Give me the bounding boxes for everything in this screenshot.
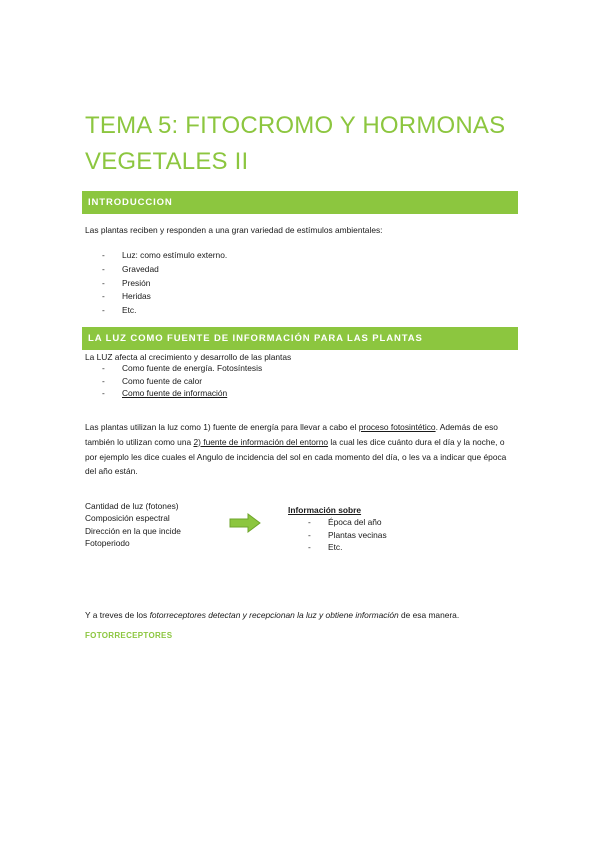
paragraph-underlined-text: 2) fuente de información del entorno [193, 436, 329, 447]
list-item-text: Plantas vecinas [328, 529, 387, 540]
list-item-text: Como fuente de información [122, 388, 228, 398]
list-marker: - [102, 291, 105, 302]
list-item [308, 516, 387, 529]
list-item-text: Como fuente de calor [122, 375, 203, 386]
paragraph-italic-text: fotorreceptores detectan y recepcionan la luz y obtiene información [149, 610, 399, 620]
list-item-text: Etc. [328, 542, 343, 552]
list-item-text: Luz: como estímulo externo. [122, 250, 228, 260]
list-item: Composición espectral [85, 513, 170, 524]
list-item: Fotoperiodo [85, 538, 130, 549]
list-item-text: Como fuente de energía. Fotosíntesis [122, 363, 263, 373]
intro-paragraph: Las plantas reciben y responden a una gran variedad de estímulos ambientales: [85, 225, 383, 235]
list-item-text: Época del año [328, 517, 382, 527]
list-item [102, 249, 227, 263]
list-item-text: Gravedad [122, 263, 159, 274]
right-arrow-icon [229, 513, 261, 533]
subheading-fotorreceptores: FOTORRECEPTORES [85, 631, 173, 640]
list-item [102, 387, 262, 400]
section-heading-introduccion: INTRODUCCION [82, 191, 518, 214]
light-properties-list [85, 500, 225, 550]
list-item-text: Etc. [122, 305, 137, 316]
info-list [308, 516, 387, 554]
list-item: Cantidad de luz (fotones) [85, 501, 179, 511]
paragraph-underlined-text: proceso fotosintético [358, 422, 436, 432]
paragraph-text: Y a treves de los [85, 610, 150, 620]
list-item [102, 375, 262, 388]
list-item [102, 362, 262, 375]
paragraph-text: Las plantas utilizan la luz como 1) fuente de energía para llevar a cabo el [85, 422, 359, 432]
closing-paragraph [85, 609, 525, 622]
luz-intro: La LUZ afecta al crecimiento y desarrollo de las plantas [85, 352, 292, 362]
list-marker: - [102, 263, 105, 274]
list-item [308, 541, 387, 554]
luz-uses-list [102, 362, 262, 400]
list-marker: - [308, 529, 311, 540]
list-marker: - [308, 542, 311, 552]
paragraph-text: . Además de eso también lo utilizan como una [85, 422, 498, 447]
list-marker: - [102, 388, 105, 398]
list-item [102, 290, 227, 304]
document-title: TEMA 5: FITOCROMO Y HORMONAS VEGETALES II [85, 112, 506, 175]
list-marker: - [308, 517, 311, 527]
paragraph-text: de esa manera. [398, 610, 460, 620]
list-item: Dirección en la que incide [85, 525, 181, 536]
list-marker: - [102, 363, 105, 373]
list-marker: - [102, 375, 105, 386]
section-heading-luz: LA LUZ COMO FUENTE DE INFORMACIÓN PARA LAS PLANTAS [82, 327, 518, 350]
list-item [102, 304, 227, 318]
list-marker: - [102, 305, 105, 316]
luz-paragraph [85, 420, 515, 479]
paragraph-text: la cual les dice cuánto dura el día y la noche, o por ejemplo les dice cuales el Angulo de incidencia del sol en cada momento del día, o les va a indicar que época del año están. [85, 436, 507, 477]
list-item-text: Heridas [122, 291, 151, 302]
list-marker: - [102, 277, 105, 288]
list-item [102, 263, 227, 277]
stimulus-list [102, 249, 227, 318]
info-heading: Información sobre [288, 505, 362, 515]
list-item [102, 277, 227, 291]
list-item [308, 529, 387, 542]
list-item-text: Presión [122, 277, 151, 288]
list-marker: - [102, 250, 105, 260]
